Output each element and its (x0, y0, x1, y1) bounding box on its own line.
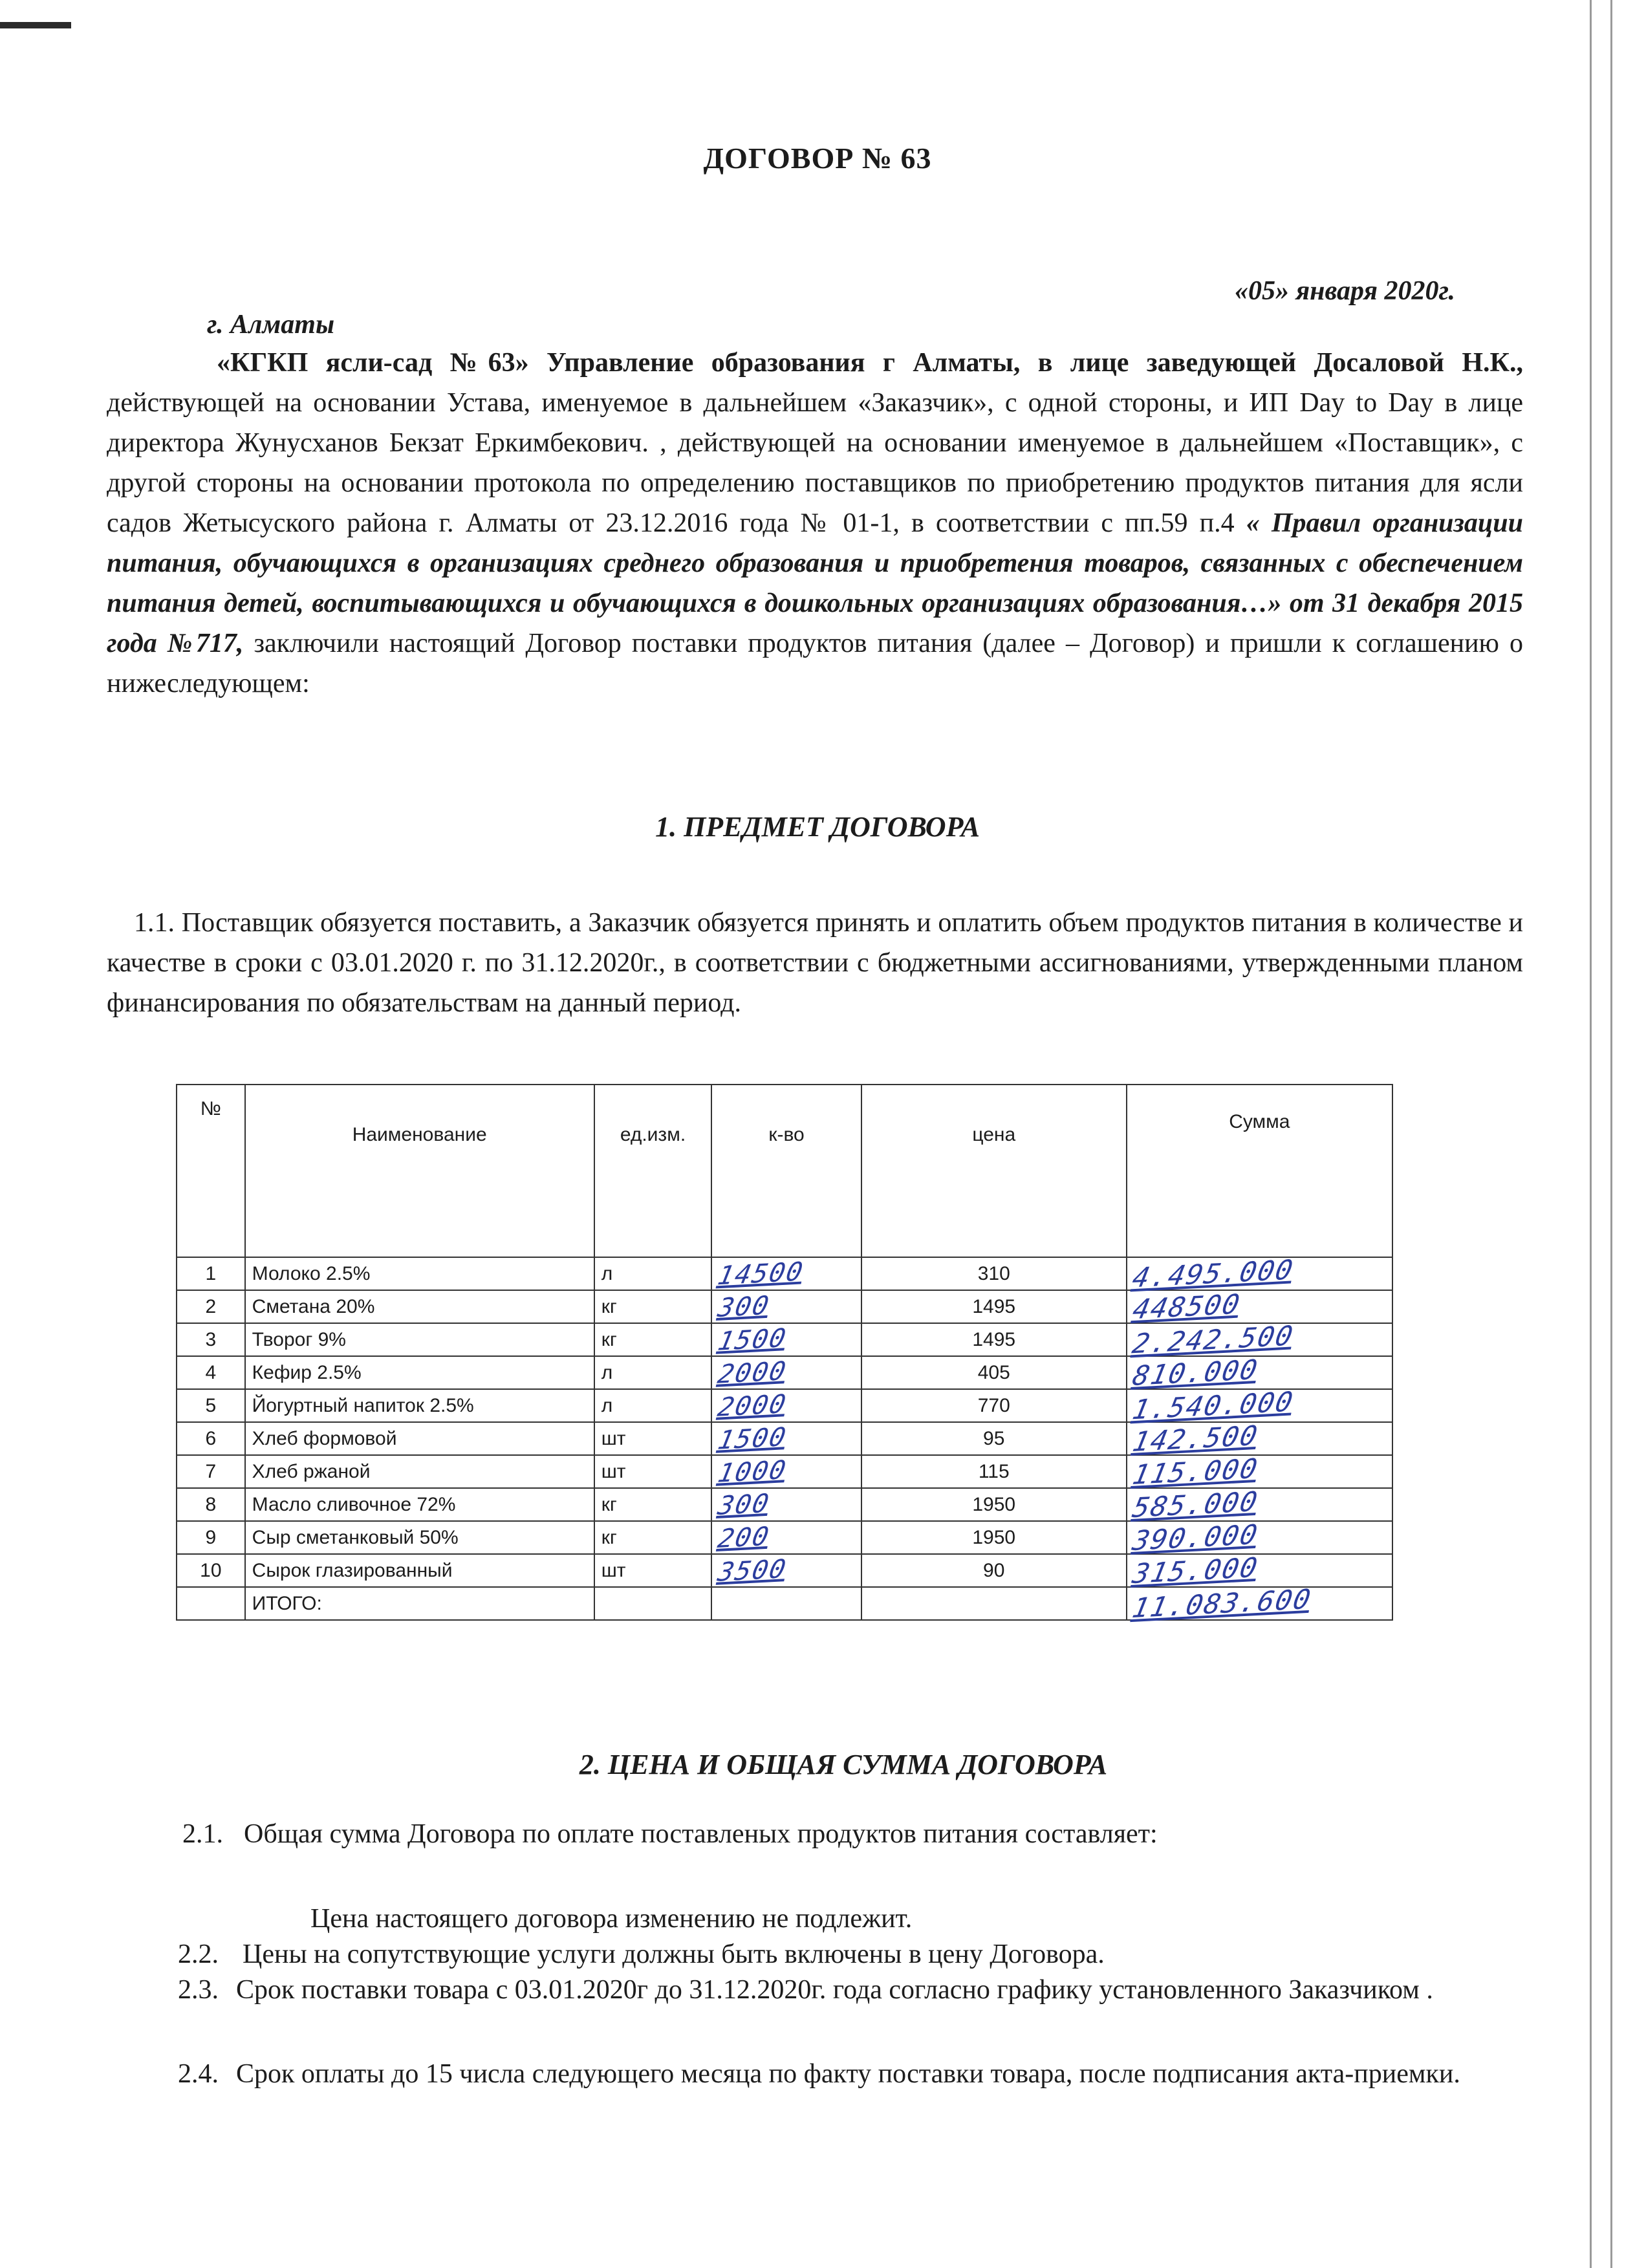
handwritten-sum: 585.000 (1129, 1485, 1261, 1524)
table-row (177, 1389, 1392, 1422)
clause-text: Срок поставки товара с 03.01.2020г до 31.12.2020г. года согласно графику установленного Заказчиком . (236, 1975, 1433, 2005)
handwritten-sum: 315.000 (1129, 1551, 1261, 1590)
row-number (177, 1422, 245, 1455)
total-number (177, 1587, 245, 1620)
handwritten-sum: 115.000 (1129, 1453, 1261, 1491)
row-price (861, 1257, 1127, 1290)
row-unit-text: л (601, 1394, 613, 1416)
row-name-text: Хлеб формовой (252, 1427, 397, 1449)
row-quantity (711, 1521, 861, 1554)
table-row (177, 1257, 1392, 1290)
header-quantity-label: к-во (768, 1124, 805, 1145)
row-price (861, 1356, 1127, 1389)
row-number-text: 6 (205, 1427, 217, 1449)
row-number (177, 1290, 245, 1323)
table-row (177, 1488, 1392, 1521)
table-row (177, 1323, 1392, 1356)
row-number (177, 1554, 245, 1587)
header-price-label: цена (972, 1124, 1016, 1145)
row-sum (1127, 1385, 1392, 1426)
row-price-text: 770 (977, 1394, 1010, 1416)
row-name-text: Молоко 2.5% (252, 1262, 371, 1284)
header-number: № (177, 1085, 245, 1257)
handwritten-quantity: 3500 (715, 1553, 790, 1588)
clause-number: 2.3. (178, 1975, 219, 2005)
row-number-text: 4 (205, 1361, 217, 1383)
clause-text: Цена настоящего договора изменению не подлежит. (310, 1904, 913, 1934)
row-sum (1127, 1485, 1392, 1524)
row-sum (1127, 1319, 1392, 1360)
clause-number: 2.2. (178, 1939, 219, 1969)
handwritten-quantity: 14500 (715, 1257, 807, 1291)
row-name (245, 1554, 594, 1587)
row-price (861, 1455, 1127, 1488)
row-number-text: 5 (205, 1394, 217, 1416)
row-name (245, 1323, 594, 1356)
row-unit-text: шт (601, 1427, 626, 1449)
table-header-row (177, 1085, 1392, 1257)
row-price (861, 1323, 1127, 1356)
row-price-text: 1495 (972, 1295, 1016, 1317)
handwritten-quantity: 2000 (715, 1388, 790, 1423)
row-quantity (711, 1290, 861, 1323)
row-quantity (711, 1455, 861, 1488)
header-unit (594, 1085, 712, 1257)
row-sum (1127, 1518, 1392, 1557)
total-label: ИТОГО: (245, 1587, 594, 1620)
header-sum-label: Сумма (1229, 1111, 1290, 1132)
row-price (861, 1488, 1127, 1521)
document-title: ДОГОВОР № 63 (703, 142, 932, 175)
row-number-text: 8 (205, 1493, 217, 1515)
row-unit (594, 1356, 712, 1389)
intro-text: действующей на основании Устава, именуемое в дальнейшем «Заказчик», с одной стороны, и ИП Day to Day в лице директора Жунусханов Бекзат Еркимбекович. , действующей на основании именуемое в дальнейшем «Поставщик», с другой стороны на основании протокола по определению поставщиков по приобретению продуктов питания для ясли садов Жетысуского района г. Алматы от 23.12.2016 года № 01-1, в соответствии с пп.59 п.4 (107, 388, 1523, 538)
row-unit-text: л (601, 1262, 613, 1284)
table-row (177, 1290, 1392, 1323)
clause-1-1: 1.1. Поставщик обязуется поставить, а Заказчик обязуется принять и оплатить объем продуктов питания в количестве и качестве в сроки с 03.01.2020 г. по 31.12.2020г., в соответствии с бюджетными ассигнованиями, утвержденными планом финансирования по обязательствам на данный период. (107, 908, 1523, 1018)
row-number (177, 1455, 245, 1488)
goods-table (176, 1084, 1393, 1625)
handwritten-quantity: 1500 (715, 1323, 790, 1357)
handwritten-total: 11.083.600 (1129, 1582, 1314, 1625)
row-name (245, 1488, 594, 1521)
row-number-text: 7 (205, 1460, 217, 1482)
clause-number: 2.4. (178, 2059, 219, 2089)
row-price-text: 405 (977, 1361, 1010, 1383)
row-sum (1127, 1420, 1392, 1458)
document-date: «05» января 2020г. (1235, 276, 1455, 306)
row-price-text: 95 (983, 1427, 1005, 1449)
clause-text: Срок оплаты до 15 числа следующего месяца по факту поставки товара, после подписания акта-приемки. (236, 2059, 1460, 2089)
row-unit-text: кг (601, 1328, 617, 1350)
row-number-text: 9 (205, 1526, 217, 1548)
total-sum (1127, 1582, 1392, 1625)
row-name-text: Кефир 2.5% (252, 1361, 362, 1383)
header-name-label: Наименование (352, 1124, 487, 1145)
table-total-row (177, 1587, 1392, 1620)
handwritten-quantity: 1000 (715, 1454, 790, 1489)
row-price (861, 1521, 1127, 1554)
row-sum (1127, 1551, 1392, 1590)
handwritten-quantity: 200 (715, 1521, 773, 1554)
section-2-title: 2. ЦЕНА И ОБЩАЯ СУММА ДОГОВОРА (579, 1749, 1108, 1780)
handwritten-quantity: 300 (715, 1488, 773, 1521)
row-number (177, 1389, 245, 1422)
intro-rules-reference: « Правил организации питания, обучающихся в организациях среднего образования и приобретения товаров, связанных с обеспечением питания детей, воспитывающихся и обучающихся в дошкольных организациях образования…» от 31 декабря 2015 года №717, (107, 508, 1523, 658)
row-number (177, 1257, 245, 1290)
table-row (177, 1554, 1392, 1587)
row-name-text: Сметана 20% (252, 1295, 375, 1317)
row-unit (594, 1422, 712, 1455)
row-sum (1127, 1253, 1392, 1294)
table-row (177, 1422, 1392, 1455)
table-row (177, 1521, 1392, 1554)
row-sum (1127, 1288, 1392, 1326)
row-price-text: 1950 (972, 1493, 1016, 1515)
total-quantity (711, 1587, 861, 1620)
row-unit-text: кг (601, 1295, 617, 1317)
row-number (177, 1323, 245, 1356)
header-unit-label: ед.изм. (620, 1124, 686, 1145)
total-unit (594, 1587, 712, 1620)
row-number-text: 1 (205, 1262, 217, 1284)
row-number (177, 1521, 245, 1554)
row-name (245, 1257, 594, 1290)
row-price-text: 1495 (972, 1328, 1016, 1350)
row-sum (1127, 1453, 1392, 1491)
row-quantity (711, 1389, 861, 1422)
row-quantity (711, 1488, 861, 1521)
intro-party-bold: «КГКП ясли-сад №63» Управление образования г Алматы, в лице заведующей Досаловой Н.К., (217, 348, 1523, 378)
row-unit-text: л (601, 1361, 613, 1383)
scan-corner-mark (0, 22, 71, 28)
row-number-text: 2 (205, 1295, 217, 1317)
row-unit (594, 1257, 712, 1290)
row-unit-text: шт (601, 1460, 626, 1482)
row-unit (594, 1554, 712, 1587)
row-price-text: 310 (977, 1262, 1010, 1284)
row-number (177, 1488, 245, 1521)
row-name-text: Сырок глазированный (252, 1559, 453, 1581)
row-name (245, 1455, 594, 1488)
row-unit-text: кг (601, 1493, 617, 1515)
row-unit (594, 1521, 712, 1554)
row-unit-text: кг (601, 1526, 617, 1548)
header-price (861, 1085, 1127, 1257)
row-price (861, 1422, 1127, 1455)
handwritten-sum: 2.242.500 (1129, 1319, 1297, 1360)
handwritten-quantity: 1500 (715, 1421, 790, 1456)
handwritten-sum: 142.500 (1129, 1420, 1261, 1458)
row-name (245, 1422, 594, 1455)
header-sum (1127, 1085, 1392, 1257)
row-quantity (711, 1356, 861, 1389)
scan-edge-line (1610, 0, 1612, 2268)
row-quantity (711, 1257, 861, 1290)
row-unit-text: шт (601, 1559, 626, 1581)
row-unit (594, 1389, 712, 1422)
row-unit (594, 1323, 712, 1356)
row-name-text: Йогуртный напиток 2.5% (252, 1394, 474, 1416)
row-unit (594, 1455, 712, 1488)
handwritten-quantity: 300 (715, 1290, 773, 1323)
row-price (861, 1389, 1127, 1422)
handwritten-sum: 4.495.000 (1129, 1253, 1297, 1294)
row-name-text: Хлеб ржаной (252, 1460, 371, 1482)
row-name (245, 1521, 594, 1554)
row-name (245, 1389, 594, 1422)
row-number-text: 10 (200, 1559, 222, 1581)
row-price (861, 1554, 1127, 1587)
clause-text: Цены на сопутствующие услуги должны быть включены в цену Договора. (243, 1939, 1105, 1969)
row-price-text: 90 (983, 1559, 1005, 1581)
document-city: г. Алматы (207, 310, 335, 340)
section-1-title: 1. ПРЕДМЕТ ДОГОВОРА (655, 811, 980, 843)
handwritten-sum: 390.000 (1129, 1518, 1261, 1557)
intro-tail: заключили настоящий Договор поставки продуктов питания (далее – Договор) и пришли к соглашению о нижеследующем: (107, 629, 1524, 698)
row-number (177, 1356, 245, 1389)
header-quantity (711, 1085, 861, 1257)
intro-paragraph (107, 343, 1523, 704)
row-name-text: Сыр сметанковый 50% (252, 1526, 459, 1548)
row-price-text: 115 (978, 1460, 1010, 1482)
table-row (177, 1356, 1392, 1389)
row-unit (594, 1488, 712, 1521)
row-quantity (711, 1323, 861, 1356)
row-unit (594, 1290, 712, 1323)
row-quantity (711, 1554, 861, 1587)
row-sum (1127, 1354, 1392, 1392)
clause-number: 2.1. (182, 1819, 223, 1849)
table-row (177, 1455, 1392, 1488)
row-name-text: Масло сливочное 72% (252, 1493, 456, 1515)
row-quantity (711, 1422, 861, 1455)
handwritten-sum: 448500 (1129, 1288, 1244, 1326)
total-price (861, 1587, 1127, 1620)
row-name-text: Творог 9% (252, 1328, 346, 1350)
header-name (245, 1085, 594, 1257)
handwritten-quantity: 2000 (715, 1355, 790, 1390)
clause-text: Общая сумма Договора по оплате поставленых продуктов питания составляет: (244, 1819, 1158, 1849)
row-price (861, 1290, 1127, 1323)
handwritten-sum: 810.000 (1129, 1354, 1261, 1392)
row-price-text: 1950 (972, 1526, 1016, 1548)
handwritten-sum: 1.540.000 (1129, 1385, 1297, 1426)
row-number-text: 3 (205, 1328, 217, 1350)
row-name (245, 1356, 594, 1389)
row-name (245, 1290, 594, 1323)
